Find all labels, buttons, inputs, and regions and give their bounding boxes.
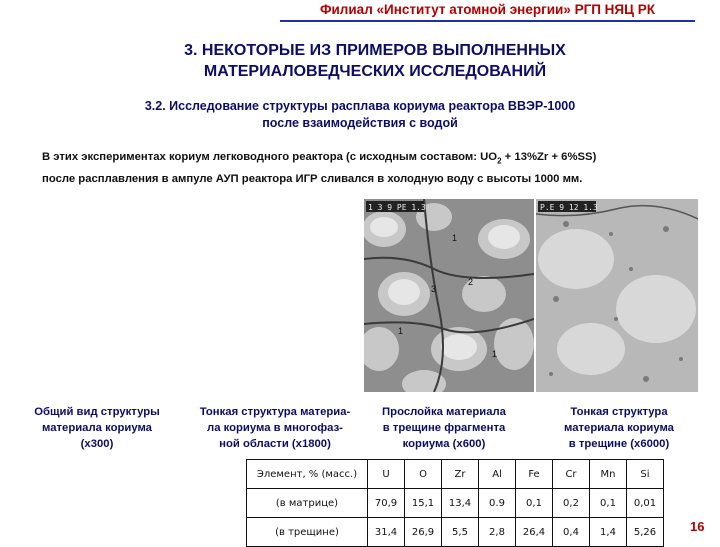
subsection-title-line2: после взаимодействия с водой [262, 116, 458, 130]
micrograph-right [536, 199, 698, 392]
micrograph-left-label: 1 3 9 РЕ 1.3 [368, 203, 426, 212]
caption-3-line2: в трещине фрагмента [382, 422, 506, 434]
header-rule [280, 20, 695, 22]
caption-2 [180, 404, 370, 452]
table-header: Si [627, 460, 664, 489]
table-cell: 2,8 [479, 518, 516, 547]
marker-3: 3 [431, 284, 437, 294]
caption-1-line3: (х300) [80, 438, 114, 450]
table-cell: 0,1 [590, 489, 627, 518]
header-org: Филиал «Институт атомной энергии» РГП НЯЦ РК [319, 2, 655, 17]
table-header: U [368, 460, 405, 489]
table-header: Al [479, 460, 516, 489]
micrograph-left [364, 199, 534, 392]
table-cell: (в трещине) [247, 518, 368, 547]
table-header: Fe [516, 460, 553, 489]
table-cell: 1,4 [590, 518, 627, 547]
caption-4-line3: в трещине (х6000) [568, 438, 670, 450]
table-cell: 5,5 [442, 518, 479, 547]
caption-3 [364, 404, 524, 452]
caption-2-line1: Тонкая структура материа- [199, 406, 351, 418]
table-cell: 70,9 [368, 489, 405, 518]
composition-table [246, 459, 664, 547]
caption-3-line1: Прослойка материала [382, 406, 506, 418]
micrograph-panel [364, 199, 698, 392]
caption-2-line2: ла кориума в многофаз- [207, 422, 343, 434]
caption-4 [544, 404, 694, 452]
description-paragraph [42, 148, 702, 188]
table-row [247, 489, 664, 518]
description-subscript: 2 [497, 156, 502, 166]
caption-1 [22, 404, 172, 452]
table-cell: 0.9 [479, 489, 516, 518]
caption-1-line2: материала кориума [42, 422, 152, 434]
description-line2: после расплавления в ампуле АУП реактора ИГР сливался в холодную воду с высоты 1000 мм. [42, 173, 583, 186]
caption-2-line3: ной области (х1800) [219, 438, 331, 450]
section-title-line1: 3. НЕКОТОРЫЕ ИЗ ПРИМЕРОВ ВЫПОЛНЕННЫХ [184, 42, 566, 59]
marker-5: 1 [492, 349, 498, 359]
subsection-title [80, 98, 640, 132]
caption-4-line1: Тонкая структура [570, 406, 668, 418]
table-cell: 26,4 [516, 518, 553, 547]
caption-4-line2: материала кориума [564, 422, 674, 434]
section-title [95, 40, 655, 82]
table-header: Элемент, % (масс.) [247, 460, 368, 489]
table-cell: 0,1 [516, 489, 553, 518]
marker-1: 1 [452, 233, 458, 243]
table-header: O [405, 460, 442, 489]
table-cell: 15,1 [405, 489, 442, 518]
caption-1-line1: Общий вид структуры [34, 406, 160, 418]
description-part1: В этих экспериментах кориум легководного реактора (с исходным составом: UO [42, 151, 498, 163]
page-number: 16 [690, 519, 705, 534]
section-title-line2: МАТЕРИАЛОВЕДЧЕСКИХ ИССЛЕДОВАНИЙ [203, 63, 547, 80]
micrograph-right-label: Р.Е 9 12 1.3 [540, 203, 598, 212]
table-cell: 0,4 [553, 518, 590, 547]
description-line1 [42, 148, 702, 170]
table-header: Cr [553, 460, 590, 489]
header-bar [280, 0, 695, 22]
subsection-title-line1: 3.2. Исследование структуры расплава кориума реактора ВВЭР-1000 [144, 99, 576, 113]
table-cell: 0,2 [553, 489, 590, 518]
table-cell: 13,4 [442, 489, 479, 518]
table-row [247, 518, 664, 547]
table-header: Mn [590, 460, 627, 489]
table-header-row [247, 460, 664, 489]
marker-2: 2 [468, 277, 474, 287]
table-cell: 0,01 [627, 489, 664, 518]
table-cell: 31,4 [368, 518, 405, 547]
table-header: Zr [442, 460, 479, 489]
table-cell: (в матрице) [247, 489, 368, 518]
marker-4: 1 [398, 326, 404, 336]
table-cell: 26,9 [405, 518, 442, 547]
caption-3-line3: кориума (х600) [402, 438, 486, 450]
table-cell: 5,26 [627, 518, 664, 547]
description-part2: + 13%Zr + 6%SS) [501, 151, 597, 163]
